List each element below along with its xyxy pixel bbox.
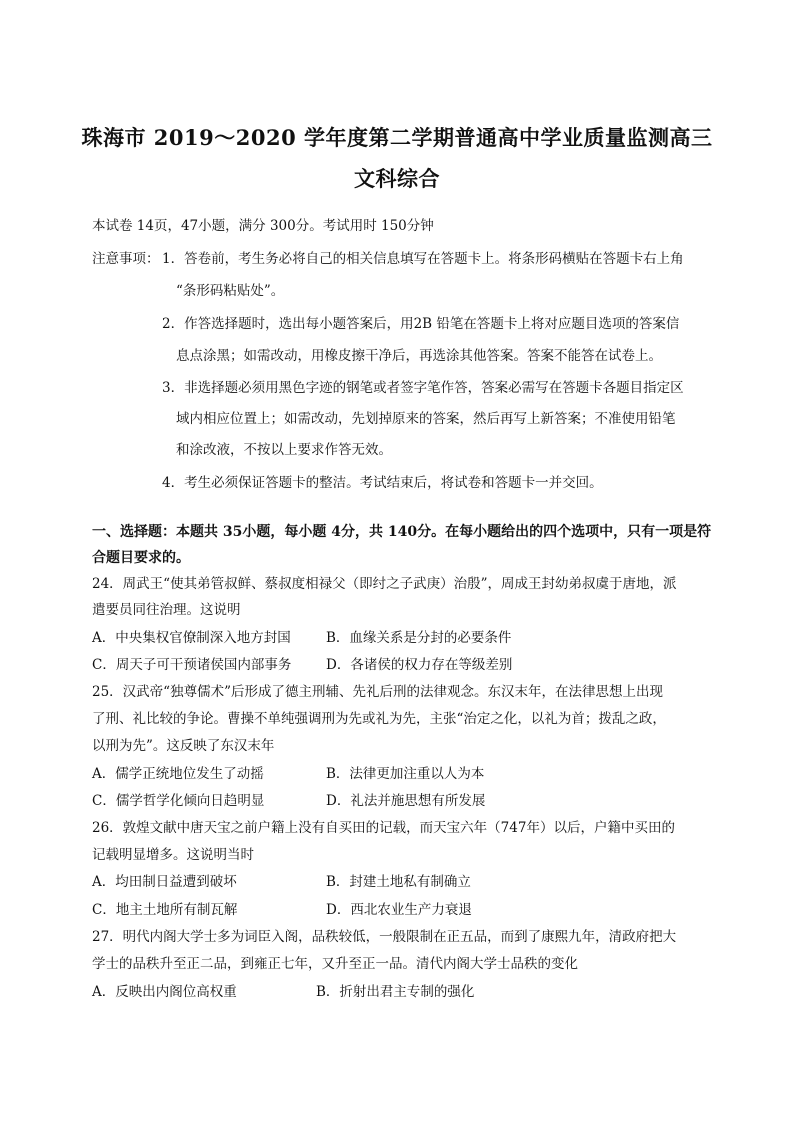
note-4-line-1: 4．考生必须保证答题卡的整洁。考试结束后，将试卷和答题卡一并交回。 <box>162 475 603 491</box>
question-24-stem-line-1: 24．周武王“使其弟管叔鲜、蔡叔度相禄父（即纣之子武庚）治殷”，周成王封幼弟叔虞于唐地，派 <box>92 576 677 592</box>
question-25-stem-line-2: 了刑、礼比较的争论。曹操不单纯强调刑为先或礼为先，主张“治定之化，以礼为首；拨乱之政， <box>92 711 666 727</box>
question-24-stem-line-2: 遣要员同往治理。这说明 <box>92 602 241 618</box>
note-2-line-1: 2．作答选择题时，选出每小题答案后，用2B 铅笔在答题卡上将对应题目选项的答案信 <box>162 316 680 332</box>
section-heading-line-1: 一、选择题：本题共 35小题，每小题 4分，共 140分。在每小题给出的四个选项中，只有一项是符 <box>92 524 712 540</box>
question-25-option-a: A．儒学正统地位发生了动摇 <box>92 766 264 782</box>
question-27-stem-line-2: 学士的品秩升至正二品，到雍正七年，又升至正一品。清代内阁大学士品秩的变化 <box>92 956 578 972</box>
question-25-option-b: B．法律更加注重以人为本 <box>326 766 485 782</box>
question-26-option-d: D．西北农业生产力衰退 <box>326 902 472 918</box>
note-3-line-2: 域内相应位置上；如需改动，先划掉原来的答案，然后再写上新答案；不准使用铅笔 <box>176 411 676 427</box>
section-heading-line-2: 合题目要求的。 <box>92 550 190 566</box>
note-1-line-2: “条形码粘贴处”。 <box>176 283 285 299</box>
note-3-line-1: 3．非选择题必须用黑色字迹的钢笔或者签字笔作答，答案必需写在答题卡各题目指定区 <box>162 380 684 396</box>
question-25-stem-line-1: 25．汉武帝“独尊儒术”后形成了德主刑辅、先礼后刑的法律观念。东汉末年，在法律思想上出现 <box>92 684 663 700</box>
notice-label: 注意事项： <box>92 251 160 267</box>
question-26-option-c: C．地主土地所有制瓦解 <box>92 902 238 918</box>
question-25-stem-line-3: 以刑为先”。这反映了东汉末年 <box>92 738 275 754</box>
question-24-option-a: A．中央集权官僚制深入地方封国 <box>92 630 291 646</box>
note-1-line-1: 1．答卷前，考生务必将自己的相关信息填写在答题卡上。将条形码横贴在答题卡右上角 <box>162 251 684 267</box>
question-26-option-b: B．封建土地私有制确立 <box>326 874 471 890</box>
question-24-option-b: B．血缘关系是分封的必要条件 <box>326 630 512 646</box>
question-27-option-b: B．折射出君主专制的强化 <box>316 984 475 1000</box>
note-2-line-2: 息点涂黑；如需改动，用橡皮擦干净后，再选涂其他答案。答案不能答在试卷上。 <box>176 348 662 364</box>
question-25-option-c: C．儒学哲学化倾向日趋明显 <box>92 793 265 809</box>
question-24-option-d: D．各诸侯的权力存在等级差别 <box>326 657 513 673</box>
question-25-option-d: D．礼法并施思想有所发展 <box>326 793 486 809</box>
exam-subtitle: 文科综合 <box>354 166 440 191</box>
question-27-stem-line-1: 27．明代内阁大学士多为词臣入阁，品秩较低，一般限制在正五品，而到了康熙九年，清政府把大 <box>92 929 677 945</box>
exam-info: 本试卷 14页，47小题，满分 300分。考试用时 150分钟 <box>92 218 434 234</box>
note-3-line-3: 和涂改液，不按以上要求作答无效。 <box>176 442 392 458</box>
question-26-stem-line-1: 26．敦煌文献中唐天宝之前户籍上没有自买田的记载，而天宝六年（747年）以后，户籍中买田的 <box>92 820 675 836</box>
question-26-option-a: A．均田制日益遭到破坏 <box>92 874 237 890</box>
question-26-stem-line-2: 记载明显增多。这说明当时 <box>92 847 254 863</box>
exam-title: 珠海市 2019～2020 学年度第二学期普通高中学业质量监测高三 <box>81 125 713 150</box>
question-27-option-a: A．反映出内阁位高权重 <box>92 984 237 1000</box>
question-24-option-c: C．周天子可干预诸侯国内部事务 <box>92 657 292 673</box>
